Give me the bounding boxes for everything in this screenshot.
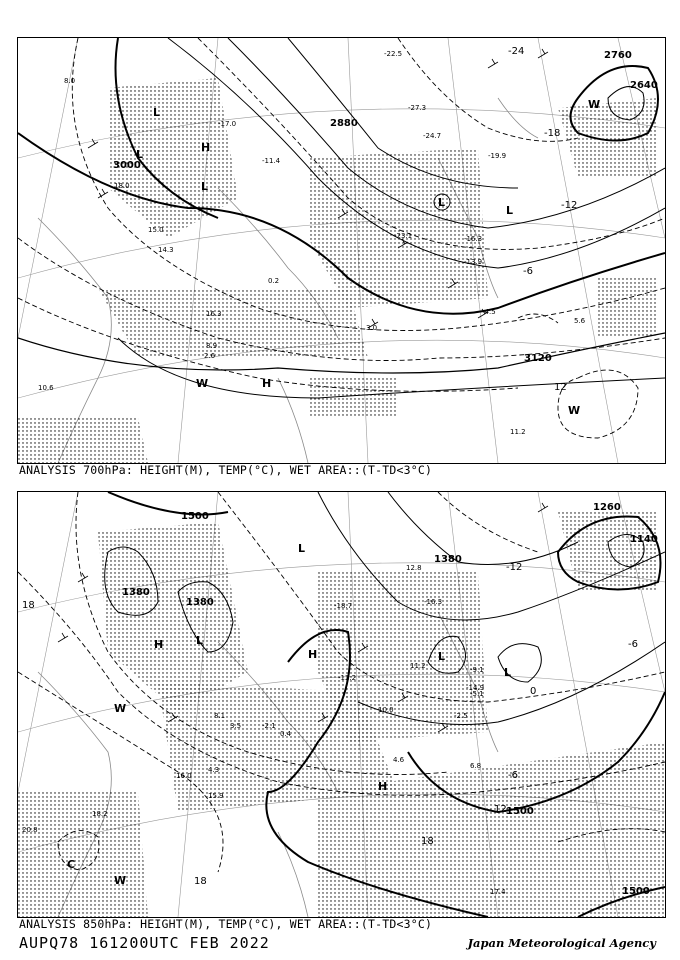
panel-caption-700hpa: ANALYSIS 700hPa: HEIGHT(M), TEMP(°C), WET AREA::(T-TD<3°C) [19, 463, 433, 477]
pressure-center-low: L [201, 180, 209, 193]
agency-name: Japan Meteorological Agency [467, 936, 656, 950]
station-value: -14.9 [466, 684, 485, 692]
station-value: 3.0 [366, 324, 378, 332]
temperature-label: 0 [530, 686, 537, 697]
cold-center: C [67, 858, 76, 871]
height-label: 3000 [113, 160, 141, 171]
bulletin-code: AUPQ78 161200UTC FEB 2022 [19, 934, 270, 952]
station-value: 18.2 [92, 810, 108, 818]
height-label: 3120 [524, 353, 552, 364]
station-value: 5.6 [574, 317, 586, 325]
station-value: 8.1 [214, 712, 226, 720]
temperature-labels [508, 46, 577, 393]
map-panel-850hpa [17, 491, 666, 918]
station-value: 18.0 [114, 182, 130, 190]
temperature-label: 12 [494, 804, 507, 815]
map-panel-700hpa [17, 37, 666, 464]
wet-areas [18, 78, 658, 463]
pressure-center-high: H [154, 638, 164, 651]
station-value: -27.3 [408, 104, 427, 112]
station-value: 10.6 [38, 384, 54, 392]
station-value: 4.3 [208, 766, 220, 774]
station-value: -13.9 [464, 258, 483, 266]
temperature-label: 12 [554, 382, 567, 393]
station-value: 10.0 [378, 706, 394, 714]
station-value: -4.5 [482, 308, 496, 316]
pressure-center-low: L [438, 196, 446, 209]
temperature-label: -24 [508, 46, 525, 57]
height-label: 1500 [506, 806, 534, 817]
station-value: 16.0 [176, 772, 192, 780]
station-value: -16.3 [424, 598, 443, 606]
temperature-label: 18 [421, 836, 434, 847]
height-label: 1380 [186, 597, 214, 608]
station-value: -2.5 [454, 712, 468, 720]
temperature-label: -6 [508, 770, 518, 781]
station-value: 8.9 [206, 342, 218, 350]
temperature-label: -6 [628, 639, 638, 650]
map-850hpa [18, 492, 665, 917]
station-value: -18.7 [334, 602, 353, 610]
warm-center: W [588, 98, 601, 111]
pressure-center-high: H [308, 648, 318, 661]
station-value: 12.8 [406, 564, 422, 572]
pressure-center-low: L [506, 204, 514, 217]
station-value: -9.1 [470, 666, 484, 674]
temperature-label: -18 [544, 128, 561, 139]
map-700hpa [18, 38, 665, 463]
pressure-center-high: H [201, 141, 211, 154]
station-value: -2.1 [262, 722, 276, 730]
pressure-center-low: L [136, 148, 144, 161]
height-label: 1380 [434, 554, 462, 565]
temperature-label: -12 [561, 200, 578, 211]
panel-caption-850hpa: ANALYSIS 850hPa: HEIGHT(M), TEMP(°C), WET AREA::(T-TD<3°C) [19, 917, 433, 931]
station-value: 11.2 [410, 662, 426, 670]
warm-center: W [114, 874, 127, 887]
warm-center: W [568, 404, 581, 417]
station-value: 8.0 [64, 77, 76, 85]
station-value: -11.4 [262, 157, 281, 165]
pressure-center-low: L [504, 666, 512, 679]
station-value: -5.1 [470, 690, 484, 698]
station-value: -19.9 [488, 152, 507, 160]
station-value: 3.5 [230, 722, 242, 730]
station-value: -16.3 [464, 235, 483, 243]
station-value: 14.3 [158, 246, 174, 254]
station-value: -23.1 [394, 232, 413, 240]
temperature-label: -6 [523, 266, 533, 277]
warm-center: W [114, 702, 127, 715]
station-value: 15.9 [208, 792, 224, 800]
station-value: -17.0 [218, 120, 237, 128]
temperature-label: -12 [506, 562, 523, 573]
height-label: 2640 [630, 80, 658, 91]
station-value: -12.2 [338, 674, 357, 682]
temperature-label: 18 [194, 876, 207, 887]
warm-center: W [196, 377, 209, 390]
height-label: 2880 [330, 118, 358, 129]
pressure-center-high: H [262, 377, 272, 390]
height-label: 1500 [622, 886, 650, 897]
station-value: 20.8 [22, 826, 38, 834]
station-value: 0.2 [268, 277, 280, 285]
station-value: -22.5 [384, 50, 403, 58]
pressure-center-low: L [196, 634, 204, 647]
height-label: 1380 [122, 587, 150, 598]
station-value: 11.2 [510, 428, 526, 436]
pressure-center-high: H [378, 780, 388, 793]
pressure-center-low: L [153, 106, 161, 119]
height-label: 1140 [630, 534, 658, 545]
station-value: 4.6 [393, 756, 405, 764]
height-label: 2760 [604, 50, 632, 61]
height-label: 1500 [181, 511, 209, 522]
station-value: 17.4 [490, 888, 506, 896]
station-value: 2.6 [204, 352, 216, 360]
station-value: 15.0 [148, 226, 164, 234]
pressure-center-low: L [438, 650, 446, 663]
station-value: 6.8 [470, 762, 482, 770]
station-value: -24.7 [423, 132, 442, 140]
station-value: 0.4 [280, 730, 292, 738]
station-value: 16.3 [206, 310, 222, 318]
pressure-center-low: L [298, 542, 306, 555]
height-label: 1260 [593, 502, 621, 513]
temperature-label: 18 [22, 600, 35, 611]
